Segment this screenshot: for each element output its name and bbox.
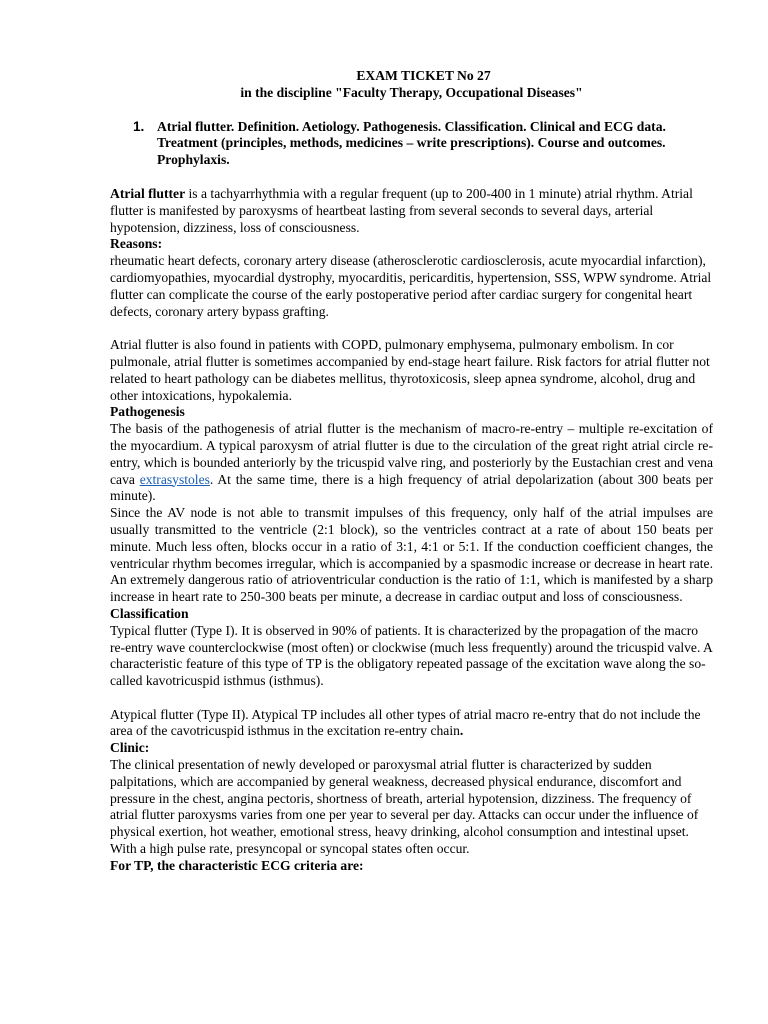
definition-text: is a tachyarrhythmia with a regular frequent (up to 200-400 in 1 minute) atrial rhythm. Atrial flutter is manifested by paroxysms of heartbeat lasting from several seconds to several days, arterial hypotension, dizziness, loss of consciousness.: [110, 185, 693, 235]
spacer: [110, 320, 713, 337]
question-number: 1.: [133, 118, 145, 134]
question-text: Atrial flutter. Definition. Aetiology. Pathogenesis. Classification. Clinical and ECG data. Treatment (principles, methods, medicines – write prescriptions). Course and outcomes. Prophylaxis.: [157, 118, 666, 168]
pathogenesis-text-before: The basis of the pathogenesis of atrial flutter is the mechanism of macro-re-entry – multiple re-excitation of the myocardium. A typical paroxysm of atrial flutter is due to the circulation of the great right atrial circle re-entry, which is bounded anteriorly by the tricuspid valve ring, and posteriorly by the Eustachian crest and vena cava: [110, 421, 713, 487]
definition-term: Atrial flutter: [110, 185, 186, 201]
pathogenesis-text-after: . At the same time, there is a high frequency of atrial depolarization (about 300 beats per minute).: [110, 471, 713, 504]
classification-paragraph-1: Typical flutter (Type I). It is observed in 90% of patients. It is characterized by the propagation of the macro re-entry wave counterclockwise (most often) or clockwise (much less frequently) around the tricuspid valve. A characteristic feature of this type of TP is the obligatory repeated passage of the excitation wave along the so-called kavotricuspid isthmus (isthmus).: [110, 622, 713, 689]
reasons-heading: Reasons:: [110, 236, 163, 252]
definition-paragraph: [110, 186, 713, 236]
question-item: [110, 119, 713, 169]
classification-p2-text: Atypical flutter (Type II). Atypical TP includes all other types of atrial macro re-entry that do not include the area of the cavotricuspid isthmus in the excitation re-entry chain: [110, 706, 701, 739]
clinic-paragraph: The clinical presentation of newly developed or paroxysmal atrial flutter is characterized by sudden palpitations, which are accompanied by general weakness, decreased physical endurance, discomfort and pressure in the chest, angina pectoris, shortness of breath, arterial hypotension, dizziness. The frequency of atrial flutter paroxysms varies from one per year to several per day. Attacks can occur under the influence of physical exertion, hot weather, emotional stress, heavy drinking, alcohol consumption and intestinal upset. With a high pulse rate, presyncopal or syncopal states often occur.: [110, 757, 699, 857]
ticket-subtitle: in the discipline "Faculty Therapy, Occupational Diseases": [240, 84, 583, 100]
pathogenesis-paragraph-2: Since the AV node is not able to transmit impulses of this frequency, only half of the atrial impulses are usually transmitted to the ventricle (2:1 block), so the ventricles contract at a rate of about 150 beats per minute. Much less often, blocks occur in a ratio of 3:1, 4:1 or 5:1. If the conduction coefficient changes, the ventricular rhythm becomes irregular, which is accompanied by a spasmodic increase or decrease in heart rate. An extremely dangerous ratio of atrioventricular conduction is the ratio of 1:1, which is manifested by a sharp increase in heart rate to 250-300 beats per minute, a decrease in cardiac output and loss of consciousness.: [110, 505, 713, 605]
classification-p2-period: .: [459, 723, 464, 739]
reasons-paragraph-1: rheumatic heart defects, coronary artery disease (atherosclerotic cardiosclerosis, acute myocardial infarction), cardiomyopathies, myocardial dystrophy, myocarditis, pericarditis, hypertension, SSS, WPW syndrome. Atrial flutter can complicate the course of the early postoperative period after cardiac surgery for congenital heart defects, coronary artery bypass grafting.: [110, 253, 712, 319]
pathogenesis-paragraph-1: [110, 421, 713, 505]
pathogenesis-heading: Pathogenesis: [110, 404, 185, 420]
classification-paragraph-2: [110, 707, 713, 741]
extrasystoles-link[interactable]: extrasystoles: [139, 471, 210, 487]
classification-heading: Classification: [110, 605, 189, 621]
ticket-title: EXAM TICKET No 27: [356, 68, 491, 83]
ecg-criteria-heading: For TP, the characteristic ECG criteria are:: [110, 857, 364, 873]
clinic-heading: Clinic:: [110, 740, 150, 756]
spacer: [110, 690, 713, 707]
reasons-paragraph-2: Atrial flutter is also found in patients with COPD, pulmonary emphysema, pulmonary embolism. In cor pulmonale, atrial flutter is sometimes accompanied by end-stage heart failure. Risk factors for atrial flutter not related to heart pathology can be diabetes mellitus, thyrotoxicosis, sleep apnea syndrome, alcohol, drug and other intoxications, hypokalemia.: [110, 337, 710, 403]
